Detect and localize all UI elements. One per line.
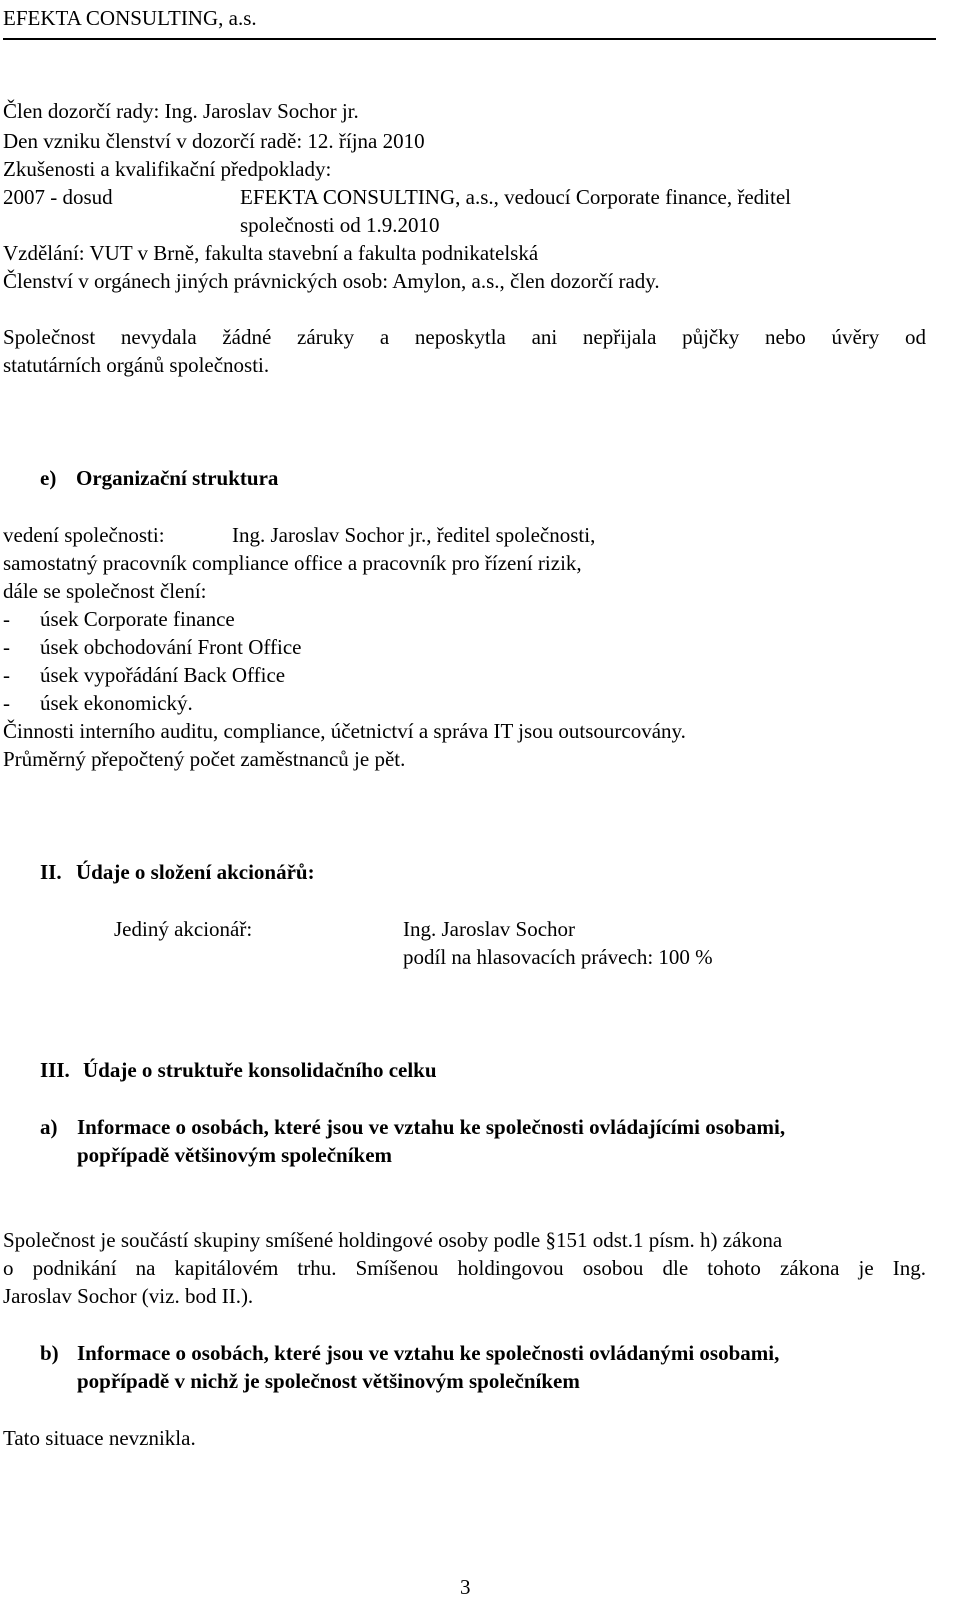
management-label: vedení společnosti: [3,523,165,547]
section-III-title: Údaje o struktuře konsolidačního celku [83,1058,437,1082]
shareholder-name: Ing. Jaroslav Sochor [403,917,576,941]
section-II-number: II. [40,860,62,884]
bullet: - [3,607,10,631]
education: Vzdělání: VUT v Brně, fakulta stavební a fakulta podnikatelská [3,241,539,265]
list-item: úsek obchodování Front Office [40,635,302,659]
memberships: Členství v orgánech jiných právnických osob: Amylon, a.s., člen dozorčí rady. [3,269,660,293]
qualifications-label: Zkušenosti a kvalifikační předpoklady: [3,157,332,181]
holding-text-line1: Společnost je součástí skupiny smíšené holdingové osoby podle §151 odst.1 písm. h) zákona [3,1228,783,1252]
list-item: úsek Corporate finance [40,607,235,631]
section-e-title: Organizační struktura [76,466,279,490]
section-mark: § [545,1228,556,1252]
structure-line2: samostatný pracovník compliance office a pracovník pro řízení rizik, [3,551,582,575]
shareholder-share: podíl na hlasovacích právech: 100 % [403,945,713,969]
bullet: - [3,691,10,715]
employee-count: Průměrný přepočtený počet zaměstnanců je pět. [3,747,406,771]
bullet: - [3,635,10,659]
sub-b-title-line1: Informace o osobách, které jsou ve vztahu ke společnosti ovládanými osobami, [77,1341,780,1365]
holding-text-line3: Jaroslav Sochor (viz. bod II.). [3,1284,254,1308]
shareholder-label: Jediný akcionář: [114,917,253,941]
guarantees-line1: Společnost nevydala žádné záruky a neposkytla ani nepřijala půjčky nebo úvěry od [3,325,926,349]
guarantees-line2: statutárních orgánů společnosti. [3,353,270,377]
experience-position-cont: společnosti od 1.9.2010 [240,213,440,237]
structure-line3: dále se společnost člení: [3,579,207,603]
holding-text-line2: o podnikání na kapitálovém trhu. Smíšenou holdingovou osobou dle tohoto zákona je Ing. [3,1256,926,1280]
board-member-line: Člen dozorčí rady: Ing. Jaroslav Sochor jr. [3,99,359,123]
sub-b-label: b) [40,1341,59,1365]
experience-position: EFEKTA CONSULTING, a.s., vedoucí Corporate finance, ředitel [240,185,792,209]
membership-date: Den vzniku členství v dozorčí radě: 12. října 2010 [3,129,425,153]
management-value: Ing. Jaroslav Sochor jr., ředitel společnosti, [232,523,596,547]
page-number: 3 [460,1575,471,1599]
header-divider [3,38,936,40]
section-III-number: III. [40,1058,70,1082]
sub-a-title-line1: Informace o osobách, které jsou ve vztahu ke společnosti ovládajícími osobami, [77,1115,786,1139]
section-e-label: e) [40,466,57,490]
list-item: úsek ekonomický. [40,691,193,715]
experience-period: 2007 - dosud [3,185,113,209]
outsourced-activities: Činnosti interního auditu, compliance, účetnictví a správa IT jsou outsourcovány. [3,719,686,743]
section-II-title: Údaje o složení akcionářů: [76,860,315,884]
list-item: úsek vypořádání Back Office [40,663,286,687]
sub-b-text: Tato situace nevznikla. [3,1426,196,1450]
sub-a-title-line2: popřípadě většinovým společníkem [77,1143,393,1167]
header-company: EFEKTA CONSULTING, a.s. [3,6,257,30]
sub-a-label: a) [40,1115,58,1139]
sub-b-title-line2: popřípadě v nichž je společnost většinovým společníkem [77,1369,580,1393]
bullet: - [3,663,10,687]
